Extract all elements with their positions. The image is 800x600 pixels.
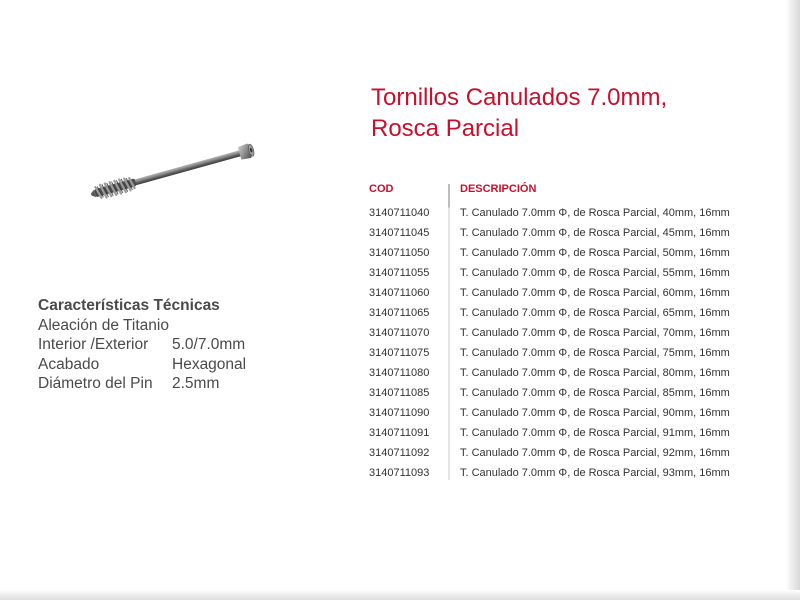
row-code: 3140711085 bbox=[369, 387, 430, 399]
spec-material bbox=[38, 316, 246, 336]
product-code-table bbox=[369, 180, 730, 483]
table-row bbox=[369, 303, 730, 323]
spec-row bbox=[38, 374, 246, 394]
table-row bbox=[369, 283, 730, 303]
table-row bbox=[369, 263, 730, 283]
table-row bbox=[369, 403, 730, 423]
row-code: 3140711050 bbox=[369, 247, 430, 259]
row-description: T. Canulado 7.0mm Φ, de Rosca Parcial, 91mm, 16mm bbox=[460, 427, 730, 439]
table-row bbox=[369, 363, 730, 383]
row-code: 3140711091 bbox=[369, 427, 430, 439]
row-code: 3140711080 bbox=[369, 367, 430, 379]
row-code: 3140711045 bbox=[369, 227, 430, 239]
row-description: T. Canulado 7.0mm Φ, de Rosca Parcial, 85mm, 16mm bbox=[460, 387, 730, 399]
table-header bbox=[369, 180, 730, 198]
row-code: 3140711075 bbox=[369, 347, 430, 359]
table-row bbox=[369, 243, 730, 263]
row-description: T. Canulado 7.0mm Φ, de Rosca Parcial, 80mm, 16mm bbox=[460, 367, 730, 379]
table-row bbox=[369, 383, 730, 403]
row-description: T. Canulado 7.0mm Φ, de Rosca Parcial, 60mm, 16mm bbox=[460, 287, 730, 299]
spec-label: Acabado bbox=[38, 355, 100, 373]
row-code: 3140711093 bbox=[369, 467, 430, 479]
row-code: 3140711092 bbox=[369, 447, 430, 459]
spec-value: Hexagonal bbox=[172, 355, 247, 373]
row-description: T. Canulado 7.0mm Φ, de Rosca Parcial, 93mm, 16mm bbox=[460, 467, 730, 479]
row-description: T. Canulado 7.0mm Φ, de Rosca Parcial, 45mm, 16mm bbox=[460, 227, 730, 239]
table-row bbox=[369, 423, 730, 443]
spec-label: Interior /Exterior bbox=[38, 336, 149, 353]
table-row bbox=[369, 223, 730, 243]
row-description: T. Canulado 7.0mm Φ, de Rosca Parcial, 90mm, 16mm bbox=[460, 407, 730, 419]
row-description: T. Canulado 7.0mm Φ, de Rosca Parcial, 92mm, 16mm bbox=[460, 447, 730, 459]
row-code: 3140711070 bbox=[369, 327, 430, 339]
table-row bbox=[369, 203, 730, 223]
specs-heading: Características Técnicas bbox=[38, 297, 220, 314]
technical-specs bbox=[38, 296, 246, 394]
row-code: 3140711065 bbox=[369, 307, 430, 319]
row-code: 3140711040 bbox=[369, 207, 430, 219]
spec-row bbox=[38, 335, 246, 355]
cannulated-screw-icon bbox=[86, 140, 266, 202]
header-description: DESCRIPCIÓN bbox=[460, 183, 537, 195]
row-description: T. Canulado 7.0mm Φ, de Rosca Parcial, 55mm, 16mm bbox=[460, 267, 730, 279]
product-title bbox=[371, 82, 667, 144]
row-code: 3140711055 bbox=[369, 267, 430, 279]
row-description: T. Canulado 7.0mm Φ, de Rosca Parcial, 70mm, 16mm bbox=[460, 327, 730, 339]
row-code: 3140711060 bbox=[369, 287, 430, 299]
spec-value: 5.0/7.0mm bbox=[172, 336, 246, 353]
spec-label: Diámetro del Pin bbox=[38, 375, 153, 392]
product-title-line2: Rosca Parcial bbox=[371, 115, 520, 142]
header-code: COD bbox=[369, 183, 394, 195]
row-description: T. Canulado 7.0mm Φ, de Rosca Parcial, 65mm, 16mm bbox=[460, 307, 730, 319]
row-description: T. Canulado 7.0mm Φ, de Rosca Parcial, 50mm, 16mm bbox=[460, 247, 730, 259]
product-title-line1: Tornillos Canulados 7.0mm, bbox=[371, 84, 668, 111]
table-row bbox=[369, 443, 730, 463]
row-description: T. Canulado 7.0mm Φ, de Rosca Parcial, 40mm, 16mm bbox=[460, 207, 730, 219]
table-row bbox=[369, 323, 730, 343]
row-code: 3140711090 bbox=[369, 407, 430, 419]
spec-material-value: Aleación de Titanio bbox=[38, 316, 169, 334]
page-edge-shadow-right bbox=[786, 0, 800, 600]
spec-value: 2.5mm bbox=[172, 375, 220, 392]
page-edge-shadow-bottom bbox=[0, 590, 800, 600]
row-description: T. Canulado 7.0mm Φ, de Rosca Parcial, 75mm, 16mm bbox=[460, 347, 730, 359]
table-row bbox=[369, 463, 730, 483]
table-row bbox=[369, 343, 730, 363]
spec-row bbox=[38, 355, 246, 375]
